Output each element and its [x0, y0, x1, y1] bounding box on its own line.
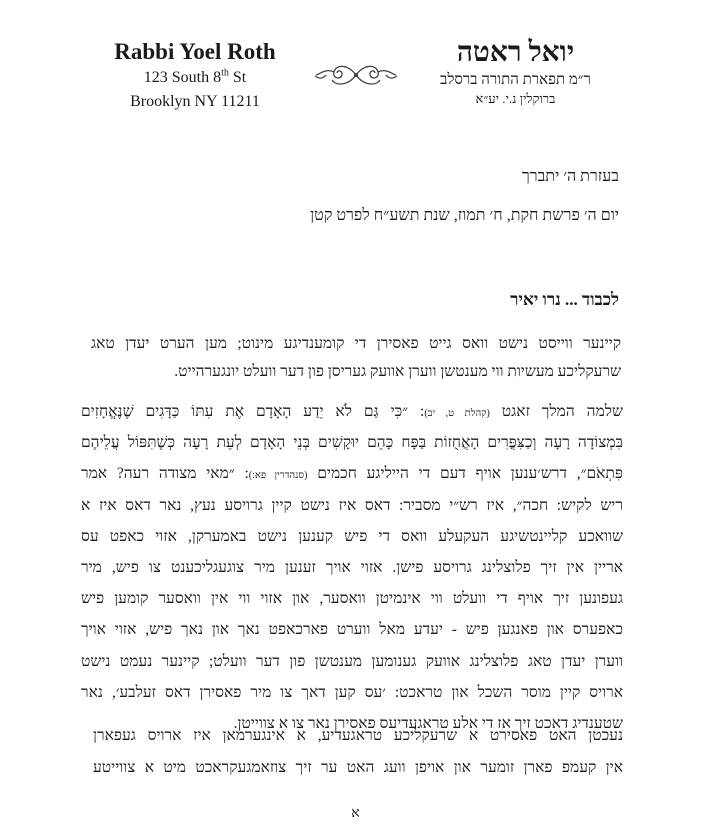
paragraph-line: פִּתְאֹם״, דרש׳ענען אויף דעם די הייליגע חכמים (סנהדרין פא:): ״מאי מצודה רעה? אמר: [81, 465, 624, 483]
paragraph-line: בִּמְצוֹדָה רָעָה וְכַצִּפֳּרִים הָאֲחֻזוֹת בַּפָּח כָּהֵם יוּקָשִׁים בְּנֵי הָאָדָם לְעֵת רָעָה כְּשֶׁתִּפּוֹל עֲלֵיהֶם: [81, 434, 623, 452]
paragraph-line: געפונען זיך אויף די וועלט ווי אינמיטן וואסער, און אזוי ווי אין וואסער קומען פיש: [81, 590, 623, 608]
city-english: Brooklyn NY 11211: [130, 93, 260, 110]
street-address: 123 South 8th St: [143, 67, 247, 86]
paragraph-line: אריין אין זיך פלוצלינג גרויסע פישן. אזוי אויך זענען מיר צוגעגליכענט צו פיש, מיר: [81, 558, 623, 576]
title-hebrew: ר״מ תפארת התורה ברסלב: [440, 72, 591, 88]
source-citation: (קהלת ט, יב): [424, 408, 490, 419]
name-hebrew: יואל ראטה: [456, 37, 575, 68]
page-number: א: [351, 806, 360, 821]
paragraph-line: ריש לקיש: חכה״, איז רש״י מסביר: דאס איז נישט קיין גרויסע נעץ, נאר דאס איז א: [81, 496, 623, 514]
letterhead: [0, 0, 711, 130]
greeting: בעזרת ה׳ יתברך: [521, 168, 619, 185]
paragraph-line: שלמה המלך זאגט (קהלת ט, יב): ״כִּי גַּם לֹא יֵדַע הָאָדָם אֶת עִתּוֹ כַּדָּגִים שֶׁנֶּאֱחָזִים: [81, 403, 623, 420]
paragraph-line: ארויס קיין מוסר השכל און טראכט: ׳עס קען דאך צו מיר פאסירן דאס זעלבע׳, נאר: [81, 683, 623, 701]
paragraph-line: שרעקליכע מעשיות ווי מענטשן ווערן אוועק געריסן פון דער וועלט יונגערהייט.: [174, 363, 621, 380]
salutation: לכבוד ... נרו יאיר: [510, 290, 619, 309]
paragraph-2: [81, 396, 623, 739]
paragraph-line: שטענדיג דאכט זיך אז די אלע טראגעדיעס פאסירן נאר צו א צווייטן.: [233, 714, 623, 732]
ornament-icon: [312, 60, 400, 90]
paragraph-line: קיינער ווייסט נישט וואס גייט פאסירן די קומענדיגע מינוט; מען הערט יעדן טאג: [91, 335, 621, 352]
date-line: יום ה׳ פרשת חקת, ח׳ תמוז, שנת תשע״ח לפרט קטן: [310, 207, 619, 224]
paragraph-line: שוואכע קליינטשיגע העקעלע וואס די פיש קענען נישט באמערקן, אזוי כאפט עס: [81, 527, 623, 545]
source-citation: (סנהדרין פא:): [248, 470, 308, 482]
letterhead-hebrew: [408, 36, 623, 108]
letterhead-english: [100, 38, 290, 114]
paragraph-line: כאפערס און פאנגען פיש - יעדע מאל ווערט פארכאפט נאך און נאך פיש, אזוי אויך: [81, 621, 623, 639]
paragraph-1: [91, 330, 621, 386]
name-english: Rabbi Yoel Roth: [114, 39, 276, 64]
paragraph-line: ווערן יעדן טאג פלוצלינג אוועק גענומען מענטשן פון דער וועלט; קיינער נעמט נישט: [81, 652, 623, 670]
paragraph-line: נעכטן האט פאסירט א שרעקליכע טראגעדיע, א אינגערמאן איז ארויס געפארן: [93, 727, 623, 744]
paragraph-line: אין קעמפ פארן זומער און אויפן וועג האט ער זיך צוזאמגעקראכט מיט א צווייטע: [93, 759, 623, 776]
city-hebrew: ברוקלין נ.י. יע״א: [475, 91, 556, 106]
paragraph-3: [93, 720, 623, 784]
